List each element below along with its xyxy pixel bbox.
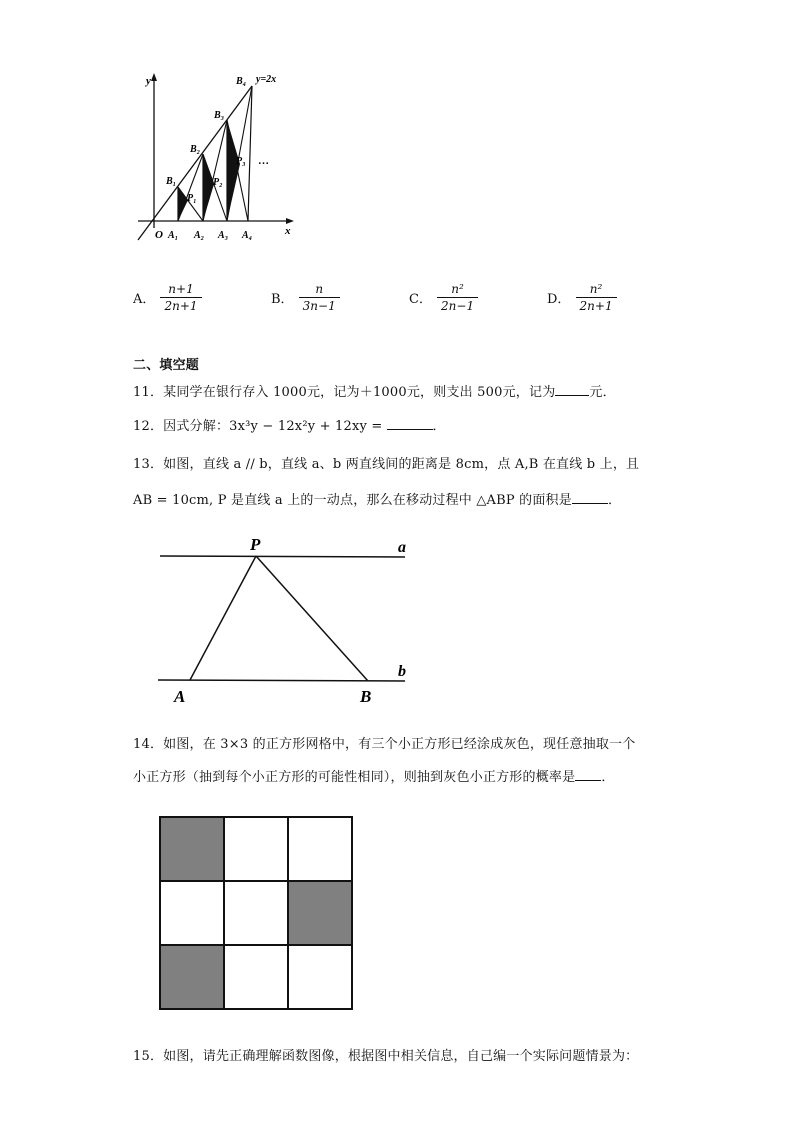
label-a-line: a [398, 539, 406, 556]
figure-stairs [130, 68, 300, 248]
label-b2: B₂ [190, 144, 201, 155]
question-14-line2 [133, 766, 615, 785]
label-b3: B₃ [214, 110, 225, 121]
section-title: 二、填空题 [133, 358, 200, 373]
label-origin: O [155, 229, 163, 241]
question-12-text: 12．因式分解：3x³y − 12x²y + 12xy = [133, 419, 383, 434]
label-b1: B₁ [166, 176, 177, 187]
option-letter: C． [409, 292, 432, 307]
figure-triangle [150, 530, 420, 710]
question-14-line1: 14．如图，在 3×3 的正方形网格中，有三个小正方形已经涂成灰色，现任意抽取一个 [133, 737, 636, 752]
option-b[interactable] [271, 282, 340, 313]
label-x: x [285, 225, 291, 237]
label-b4: B₄ [236, 76, 247, 87]
y-axis-arrow [151, 73, 157, 81]
line-a [160, 556, 405, 557]
question-13-line1: 13．如图，直线 a // b，直线 a、b 两直线间的距离是 8cm，点 A,B 在直线 b 上，且 [133, 457, 640, 472]
answer-blank-11[interactable] [555, 383, 589, 396]
gray-cell [160, 945, 223, 1008]
segment-ap [190, 556, 256, 680]
gray-cell [160, 817, 223, 880]
option-letter: D． [547, 292, 571, 307]
option-d[interactable] [547, 282, 617, 313]
option-fraction: $\frac{\text{n²}}{2n-1}$ [437, 282, 478, 313]
label-line: y=2x [256, 74, 277, 85]
answer-blank-12[interactable] [387, 417, 433, 430]
option-a[interactable] [133, 282, 202, 313]
option-fraction: $\frac{n}{3n-1}$ [299, 282, 340, 313]
question-14-suffix: ． [601, 770, 615, 785]
question-14-text: 小正方形（抽到每个小正方形的可能性相同），则抽到灰色小正方形的概率是 [133, 770, 576, 785]
question-13-line2 [133, 489, 621, 508]
option-fraction: $\frac{n+1}{2n+1}$ [160, 282, 201, 313]
answer-blank-14[interactable] [575, 768, 601, 781]
question-15: 15．如图，请先正确理解函数图像，根据图中相关信息，自己编一个实际问题情景为： [133, 1049, 639, 1064]
option-fraction: $\frac{\text{n²}}{2n+1}$ [576, 282, 617, 313]
question-12 [133, 415, 446, 434]
label-a4: A₄ [242, 230, 253, 241]
answer-blank-13[interactable] [572, 491, 608, 504]
label-p: P [250, 535, 261, 554]
label-b-line: b [398, 663, 406, 680]
segment-bp [256, 556, 368, 681]
label-p3: P₃ [236, 156, 246, 167]
label-a2: A₂ [194, 230, 205, 241]
option-letter: B． [271, 292, 294, 307]
label-a1: A₁ [168, 230, 179, 241]
question-13-suffix: ． [607, 493, 622, 508]
label-ellipsis: … [258, 155, 269, 167]
label-p2: P₂ [213, 177, 223, 188]
question-11-text: 11．某同学在银行存入 1000元，记为＋1000元，则支出 500元，记为 [133, 385, 556, 400]
question-13-text: AB = 10cm, P 是直线 a 上的一动点，那么在移动过程中 △ABP 的面积是 [133, 493, 572, 508]
label-p1: P₁ [187, 193, 197, 204]
options-row [133, 282, 653, 322]
x-axis-arrow [286, 218, 294, 224]
option-c[interactable] [409, 282, 478, 313]
gray-cell [288, 881, 351, 944]
label-y: y [146, 75, 151, 87]
label-b-point: B [360, 687, 372, 706]
question-11 [133, 381, 616, 400]
question-12-suffix: ． [432, 419, 446, 434]
label-a-point: A [174, 687, 186, 706]
question-11-suffix: 元． [589, 385, 616, 400]
figure-grid [158, 815, 356, 1013]
option-letter: A． [133, 292, 156, 307]
shaded-triangle-3 [227, 120, 240, 221]
label-a3: A₃ [218, 230, 229, 241]
